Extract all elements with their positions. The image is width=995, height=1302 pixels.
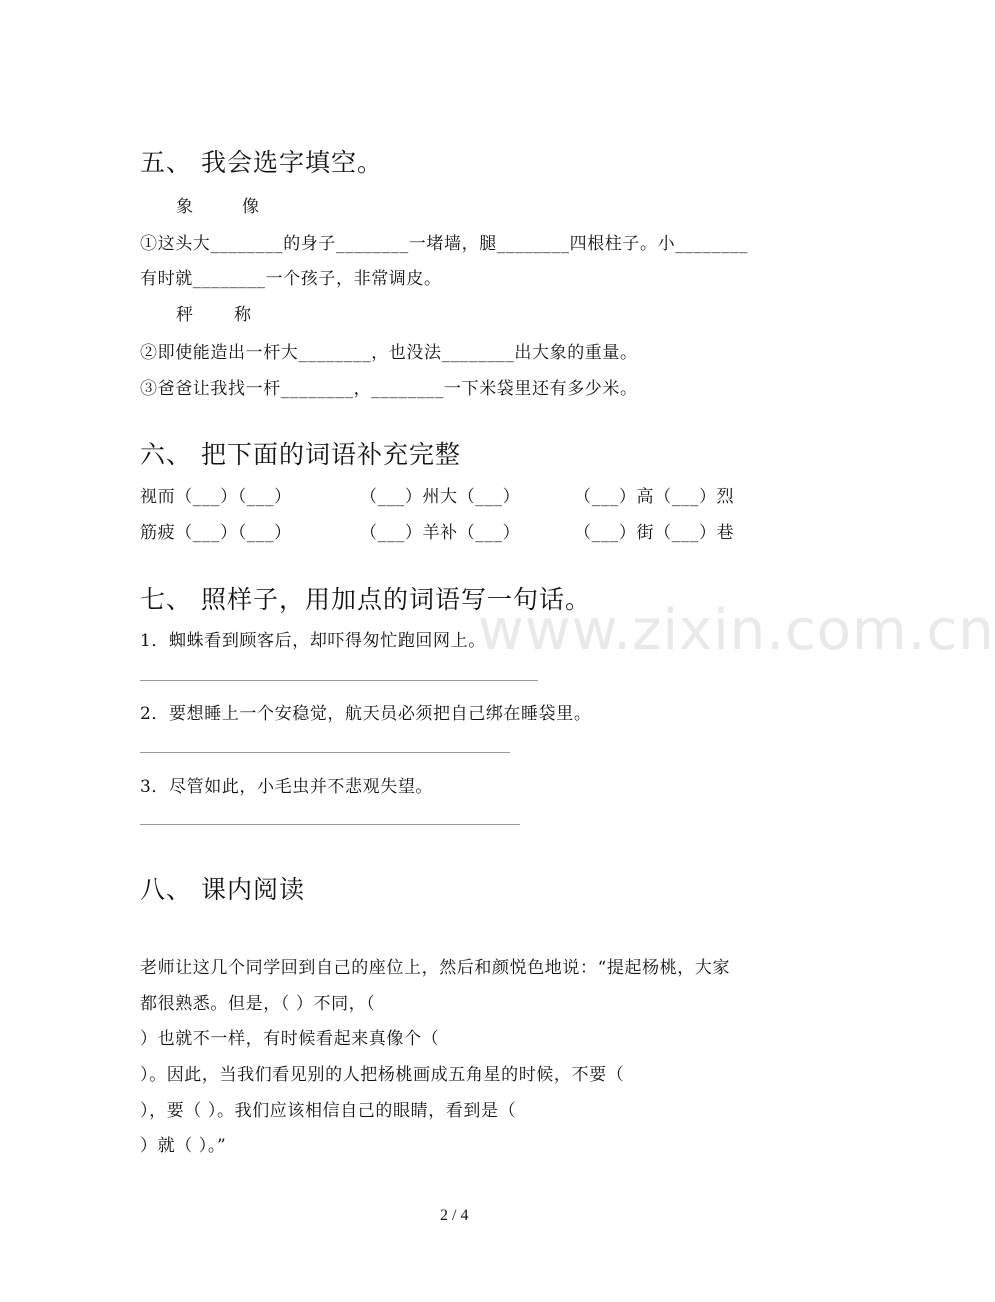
page-number: 2 / 4 xyxy=(440,1207,469,1224)
reading-line-2: 都很熟悉。但是，（ ）不同，（ xyxy=(140,994,376,1014)
question-3: ③爸爸让我找一杆________，________一下米袋里还有多少米。 xyxy=(140,379,638,399)
idiom-cell: （___）羊补（___） xyxy=(360,523,521,543)
answer-line-3 xyxy=(140,824,520,825)
choice-char-4: 称 xyxy=(234,305,252,325)
reading-line-6: ）就（ ）。” xyxy=(140,1136,227,1156)
example-sentence-2: 2．要想睡上一个安稳觉，航天员必须把自己绑在睡袋里。 xyxy=(140,704,592,724)
example-sentence-3: 3．尽管如此，小毛虫并不悲观失望。 xyxy=(140,777,434,797)
example-sentence-1: 1．蜘蛛看到顾客后，却吓得匆忙跑回网上。 xyxy=(140,631,486,651)
reading-line-4: ）。因此，当我们看见别的人把杨桃画成五角星的时候，不要（ xyxy=(140,1065,625,1085)
question-1-line-1: ①这头大________的身子________一堵墙，腿________四根柱子。小________ xyxy=(140,234,748,254)
choice-char-1: 象 xyxy=(176,197,194,217)
answer-line-2 xyxy=(140,752,510,753)
reading-line-5: ），要（ ）。我们应该相信自己的眼睛，看到是（ xyxy=(140,1101,517,1121)
question-1-line-2: 有时就________一个孩子，非常调皮。 xyxy=(140,269,442,289)
reading-line-1: 老师让这几个同学回到自己的座位上，然后和颜悦色地说：“提起杨桃，大家 xyxy=(140,958,731,978)
idiom-cell: 视而（___）（___） xyxy=(140,487,292,507)
choice-char-3: 秤 xyxy=(176,305,194,325)
section-7-title: 七、 照样子，用加点的词语写一句话。 xyxy=(140,585,591,614)
idiom-cell: （___）高（___）烈 xyxy=(574,487,735,507)
watermark-text: www.zixin.com.cn xyxy=(478,598,995,663)
section-6-title: 六、 把下面的词语补充完整 xyxy=(140,440,461,469)
choice-char-2: 像 xyxy=(242,197,260,217)
answer-line-1 xyxy=(140,680,538,681)
idiom-cell: （___）街（___）巷 xyxy=(574,523,735,543)
idiom-cell: 筋疲（___）（___） xyxy=(140,523,292,543)
idiom-cell: （___）州大（___） xyxy=(360,487,521,507)
section-8-title: 八、 课内阅读 xyxy=(140,875,305,904)
question-2: ②即使能造出一杆大________，也没法________出大象的重量。 xyxy=(140,343,638,363)
reading-line-3: ）也就不一样，有时候看起来真像个（ xyxy=(140,1029,440,1049)
section-5-title: 五、 我会选字填空。 xyxy=(140,148,383,177)
